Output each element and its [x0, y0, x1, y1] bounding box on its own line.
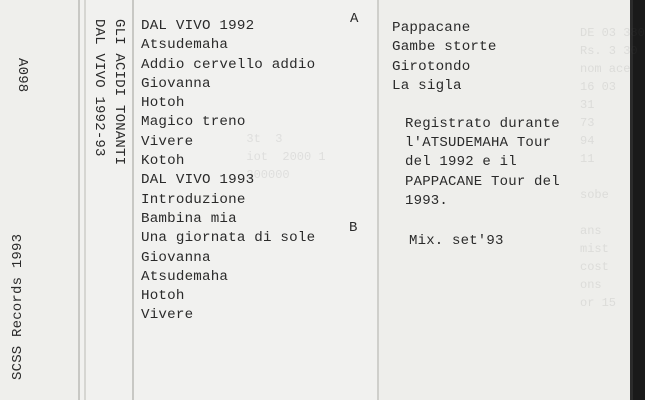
track-item: Hotoh [141, 288, 185, 305]
track-item: Giovanna [141, 249, 211, 266]
track-item: Gambe storte [392, 39, 497, 56]
side-a-label: A [350, 11, 359, 27]
track-item: Atsudemaha [141, 37, 229, 54]
cassette-insert-card: DE 03 380 Rs. 3 30 nom ace 16 03 31 73 94 11 sobe ans mist cost ons or 15 3t 3 iot 2000 1 300000 A098 SCSS Records 1993 GLI ACIDI TONANTI DAL VIVO 1992-93 DAL VIVO 1992 Atsudemaha Addio cervello addio Giovanna Hotoh Magico treno Vivere Kotoh DAL VIVO 1993 Introduzione Bambina mia Una giornata di sole Giovanna Atsudemaha Hotoh Vivere A B Pappacane Gambe storte Girotondo La sigla Registrato durante l'ATSUDEMAHA Tour del 1992 e il PAPPACANE Tour del 1993. Mix. set'93 [0, 0, 633, 400]
track-item: DAL VIVO 1992 [141, 18, 255, 34]
side-b-label: B [349, 220, 358, 236]
track-item: Pappacane [392, 20, 471, 36]
track-item: Hotoh [141, 95, 185, 112]
notes-line: del 1992 e il [405, 154, 517, 171]
track-item: Vivere [141, 307, 194, 324]
track-item: Kotoh [141, 153, 185, 170]
fold-line [377, 0, 379, 400]
band-name: GLI ACIDI TONANTI [111, 19, 127, 166]
track-item: Introduzione [141, 191, 246, 208]
track-item: DAL VIVO 1993 [141, 172, 255, 189]
track-item: Atsudemaha [141, 268, 229, 285]
track-item: Bambina mia [141, 210, 237, 227]
mix-date: Mix. set'93 [409, 233, 504, 249]
track-item: Addio cervello addio [141, 56, 316, 73]
fold-line [84, 0, 86, 400]
track-item: La sigla [392, 77, 462, 94]
track-item: Giovanna [141, 75, 211, 92]
tracklist [141, 17, 315, 326]
notes-line: PAPPACANE Tour del [405, 173, 560, 190]
notes-line: l'ATSUDEMAHA Tour [405, 135, 552, 152]
record-label: SCSS Records 1993 [10, 233, 26, 380]
track-item: Girotondo [392, 58, 471, 75]
fold-line [132, 0, 134, 400]
side-b-tracklist [392, 19, 497, 96]
notes-line: Registrato durante [405, 116, 560, 132]
notes-line: 1993. [405, 192, 449, 209]
track-item: Vivere [141, 133, 194, 150]
recording-notes [405, 115, 560, 211]
catalog-number: A098 [14, 58, 30, 93]
fold-line [78, 0, 80, 400]
track-item: Magico treno [141, 114, 246, 131]
track-item: Una giornata di sole [141, 230, 316, 247]
album-title: DAL VIVO 1992-93 [91, 19, 107, 157]
